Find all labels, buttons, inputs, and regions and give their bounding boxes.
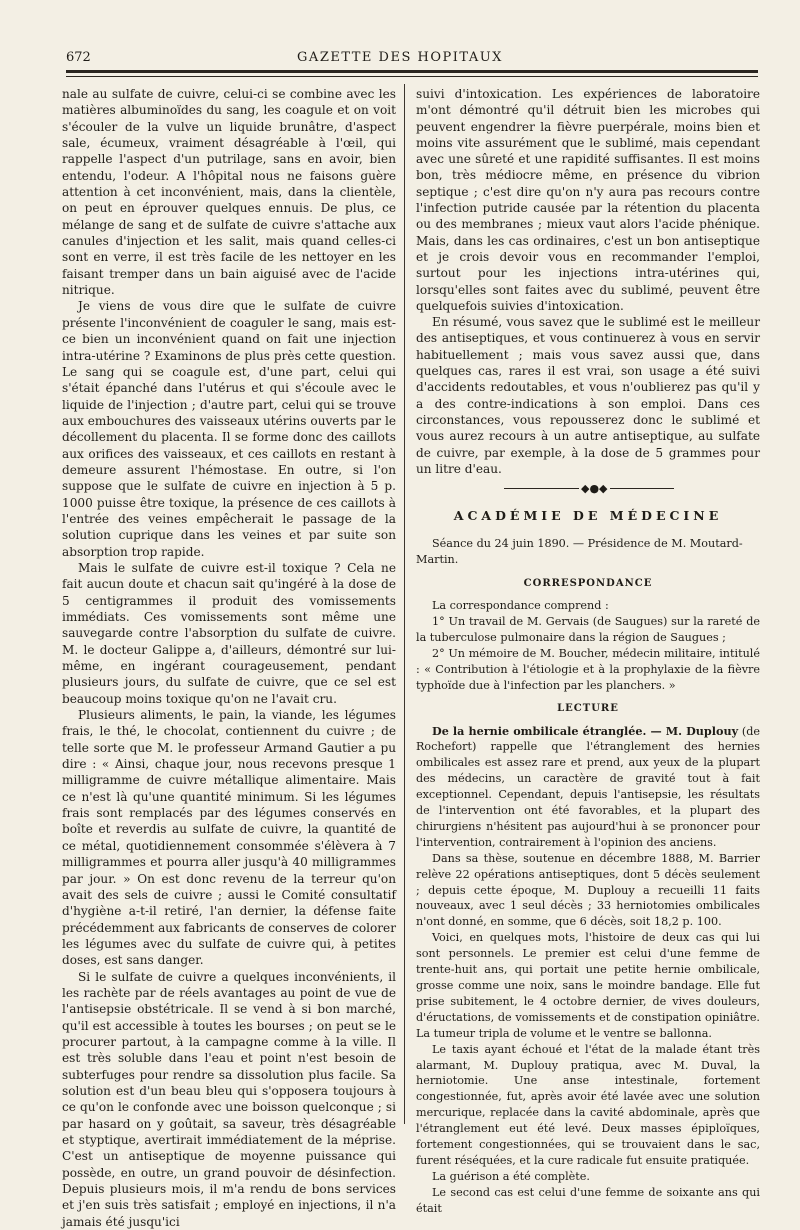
section-ornament bbox=[416, 484, 760, 494]
lecture-paragraph-2: Dans sa thèse, soutenue en décembre 1888, M. Barrier relève 22 opérations antiseptiques, dont 5 décès seulement ; depuis cette époque, M. Duplouy a recueilli 11 faits nouveaux, avec 1 seul décès ; 33 herniotomies ombilicales n'ont donné, en somme, que 6 décès, soit 18,2 p. 100. bbox=[416, 851, 760, 929]
lecture-paragraph-5: La guérison a été complète. bbox=[432, 1169, 590, 1183]
column-divider bbox=[404, 84, 405, 1124]
lecture-paragraph-1-text: (de Rochefort) rappelle que l'étranglement des hernies ombilicales est assez rare et prend, aux yeux de la plupart des médecins, un caractère de gravité tout à fait exceptionnel. Cependant, depuis l'antisepsie, les résultats de l'intervention ont été favorables, et la plupart des chirurgiens n'hésitent pas aujourd'hui à se prononcer pour l'intervention, contrairement à l'opinion des anciens. bbox=[416, 724, 760, 849]
academie-title: ACADÉMIE DE MÉDECINE bbox=[453, 508, 723, 524]
page-number: 672 bbox=[66, 50, 91, 65]
left-paragraph-5: Si le sulfate de cuivre a quelques inconvénients, il les rachète par de réels avantages au point de vue de l'antisepsie obstétricale. Il se vend à si bon marché, qu'il est accessible à toutes les bourses ; on peut se le procurer partout, à la campagne comme à la ville. Il est très soluble dans l'eau et point n'est besoin de subterfuges pour rendre sa dissolution plus facile. Sa solution est d'un beau bleu qui s'opposera toujours à ce qu'on le confonde avec une boisson quelconque ; si par hasard on y goûtait, sa saveur, très désagréable et styptique, avertirait immédiatement de la méprise. C'est un antiseptique de moyenne puissance qui possède, en outre, un grand pouvoir de désinfection. Depuis plusieurs mois, il m'a rendu de bons services et j'en suis très satisfait ; employé en injections, il n'a jamais été jusqu'ici bbox=[62, 969, 396, 1229]
left-paragraph-1: nale au sulfate de cuivre, celui-ci se combine avec les matières albuminoïdes du sang, les coagule et on voit s'écouler de la vulve un liquide brunâtre, d'aspect sale, écumeux, vraiment désagréable à l'œil, qui rappelle l'aspect d'un putrilage, sans en avoir, bien entendu, l'odeur. A l'hôpital nous ne faisons guère attention à cet inconvénient, mais, dans la clientèle, on peut en éprouver quelques ennuis. De plus, ce mélange de sang et de sulfate de cuivre s'attache aux canules d'injection et les salit, mais quand celles-ci sont en verre, il est très facile de les nettoyer en les faisant tremper dans un bain aiguisé avec de l'acide nitrique. bbox=[62, 87, 396, 298]
right-paragraph-1: suivi d'intoxication. Les expériences de laboratoire m'ont démontré qu'il détruit bien les microbes qui peuvent engendrer la fièvre puerpérale, moins bien et moins vite assurément que le sublimé, mais cependant avec une sûreté et une rapidité suffisantes. Il est moins bon, très médiocre même, en présence du vibrion septique ; c'est dire qu'on n'y aura pas recours contre l'infection putride causée par la rétention du placenta ou des membranes ; mieux vaut alors l'acide phénique. Mais, dans les cas ordinaires, c'est un bon antiseptique et je crois devoir vous en recommander l'emploi, surtout pour les injections intra-utérines qui, lorsqu'elles sont faites avec du sublimé, peuvent être quelquefois suivies d'intoxication. bbox=[416, 87, 760, 313]
header-rule-thick bbox=[66, 70, 758, 73]
correspondance-title: CORRESPONDANCE bbox=[523, 577, 653, 589]
lecture-paragraph-3: Voici, en quelques mots, l'histoire de deux cas qui lui sont personnels. Le premier est celui d'une femme de trente-huit ans, qui portait une petite hernie ombilicale, grosse comme une noix, sans le moindre bandage. Elle fut prise subitement, le 4 octobre dernier, de vives douleurs, d'éructations, de vomissements et de constipation opiniâtre. La tumeur tripla de volume et le ventre se ballonna. bbox=[416, 931, 760, 1040]
left-paragraph-2: Je viens de vous dire que le sulfate de cuivre présente l'inconvénient de coaguler le sang, mais est-ce bien un inconvénient quand on fait une injection intra-utérine ? Examinons de plus près cette question. Le sang qui se coagule est, d'une part, celui qui s'était épanché dans l'utérus et qui s'écoule avec le liquide de l'injection ; d'autre part, celui qui se trouve aux embouchures des vaisseaux utérins ouverts par le décollement du placenta. Il se forme donc des caillots aux orifices des vaisseaux, et ces caillots en restant à demeure assurent l'hémostase. En outre, si l'on suppose que le sulfate de cuivre en injection à 5 p. 1000 puisse être toxique, la présence de ces caillots à l'entrée des veines empêcherait le passage de la solution cuprique dans les veines et par suite son absorption trop rapide. bbox=[62, 299, 396, 559]
lecture-paragraph-6: Le second cas est celui d'une femme de soixante ans qui était bbox=[416, 1185, 760, 1215]
left-column bbox=[62, 86, 396, 1229]
lecture-paragraph-4: Le taxis ayant échoué et l'état de la malade étant très alarmant, M. Duplouy pratiqua, avec M. Duval, la herniotomie. Une anse intestinale, fortement congestionnée, fut, après avoir été lavée avec une solution mercurique, replacée dans la cavité abdominale, après que l'étranglement eut été levé. Deux masses épiploïques, fortement congestionnées, qui se trouvaient dans le sac, furent réséquées, et la cure radicale fut ensuite pratiquée. bbox=[416, 1042, 760, 1167]
ornament-dots: ◆●◆ bbox=[579, 481, 610, 497]
seance-line: Séance du 24 juin 1890. — Présidence de M. Moutard-Martin. bbox=[416, 537, 743, 567]
right-paragraph-2: En résumé, vous savez que le sublimé est le meilleur des antiseptiques, et vous continuerez à vous en servir habituellement ; mais vous savez aussi que, dans quelques cas, rares il est vrai, son usage a été suivi d'accidents redoutables, et vous n'oublierez pas qu'il y a des contre-indications à son emploi. Dans ces circonstances, vous repousserez donc le sublimé et vous aurez recours à un autre antiseptique, au sulfate de cuivre, par exemple, à la dose de 5 grammes pour un litre d'eau. bbox=[416, 315, 760, 476]
right-column bbox=[416, 86, 760, 1215]
page-header bbox=[0, 0, 800, 82]
correspondance-intro: La correspondance comprend : bbox=[432, 599, 609, 613]
lecture-title: LECTURE bbox=[557, 703, 619, 715]
right-upper-text bbox=[416, 86, 760, 477]
header-rule-thin bbox=[66, 76, 758, 77]
left-paragraph-4: Plusieurs aliments, le pain, la viande, les légumes frais, le thé, le chocolat, contiennent du cuivre ; de telle sorte que M. le professeur Armand Gautier a pu dire : « Ainsi, chaque jour, nous recevons presque 1 milligramme de cuivre métallique alimentaire. Mais ce n'est là qu'une quantité minimum. Si les légumes frais sont remplacés par des légumes conservés en boîte et reverdis au sulfate de cuivre, la quantité de ce métal, quotidiennement consommée s'élèvera à 7 milligrammes et pourra aller jusqu'à 40 milligrammes par jour. » On est donc revenu de la terreur qu'on avait des sels de cuivre ; aussi le Comité consultatif d'hygiène a-t-il retiré, l'an dernier, la défense faite précédemment aux fabricants de conserves de colorer les légumes avec du sulfate de cuivre qui, à petites doses, est sans danger. bbox=[62, 708, 396, 968]
left-paragraph-3: Mais le sulfate de cuivre est-il toxique ? Cela ne fait aucun doute et chacun sait qu'ingéré à la dose de 5 centigrammes il produit des vomissements immédiats. Ces vomissements sont même une sauvegarde contre l'absorption du sulfate de cuivre. M. le docteur Galippe a, d'ailleurs, démontré sur lui-même, en ingérant courageusement, pendant plusieurs jours, du sulfate de cuivre, que ce sel est beaucoup moins toxique qu'on ne l'avait cru. bbox=[62, 560, 396, 706]
correspondance-item-1: 1° Un travail de M. Gervais (de Saugues) sur la rareté de la tuberculose pulmonaire dans la région de Saugues ; bbox=[416, 614, 760, 644]
lecture-paragraph-1 bbox=[416, 724, 760, 851]
correspondance-item-2: 2° Un mémoire de M. Boucher, médecin militaire, intitulé : « Contribution à l'étiologie et à la prophylaxie de la fièvre typhoïde due à l'infection par les planchers. » bbox=[416, 646, 760, 692]
running-title: GAZETTE DES HOPITAUX bbox=[297, 50, 503, 65]
lecture-heading: De la hernie ombilicale étranglée. — M. Duplouy bbox=[432, 723, 739, 738]
